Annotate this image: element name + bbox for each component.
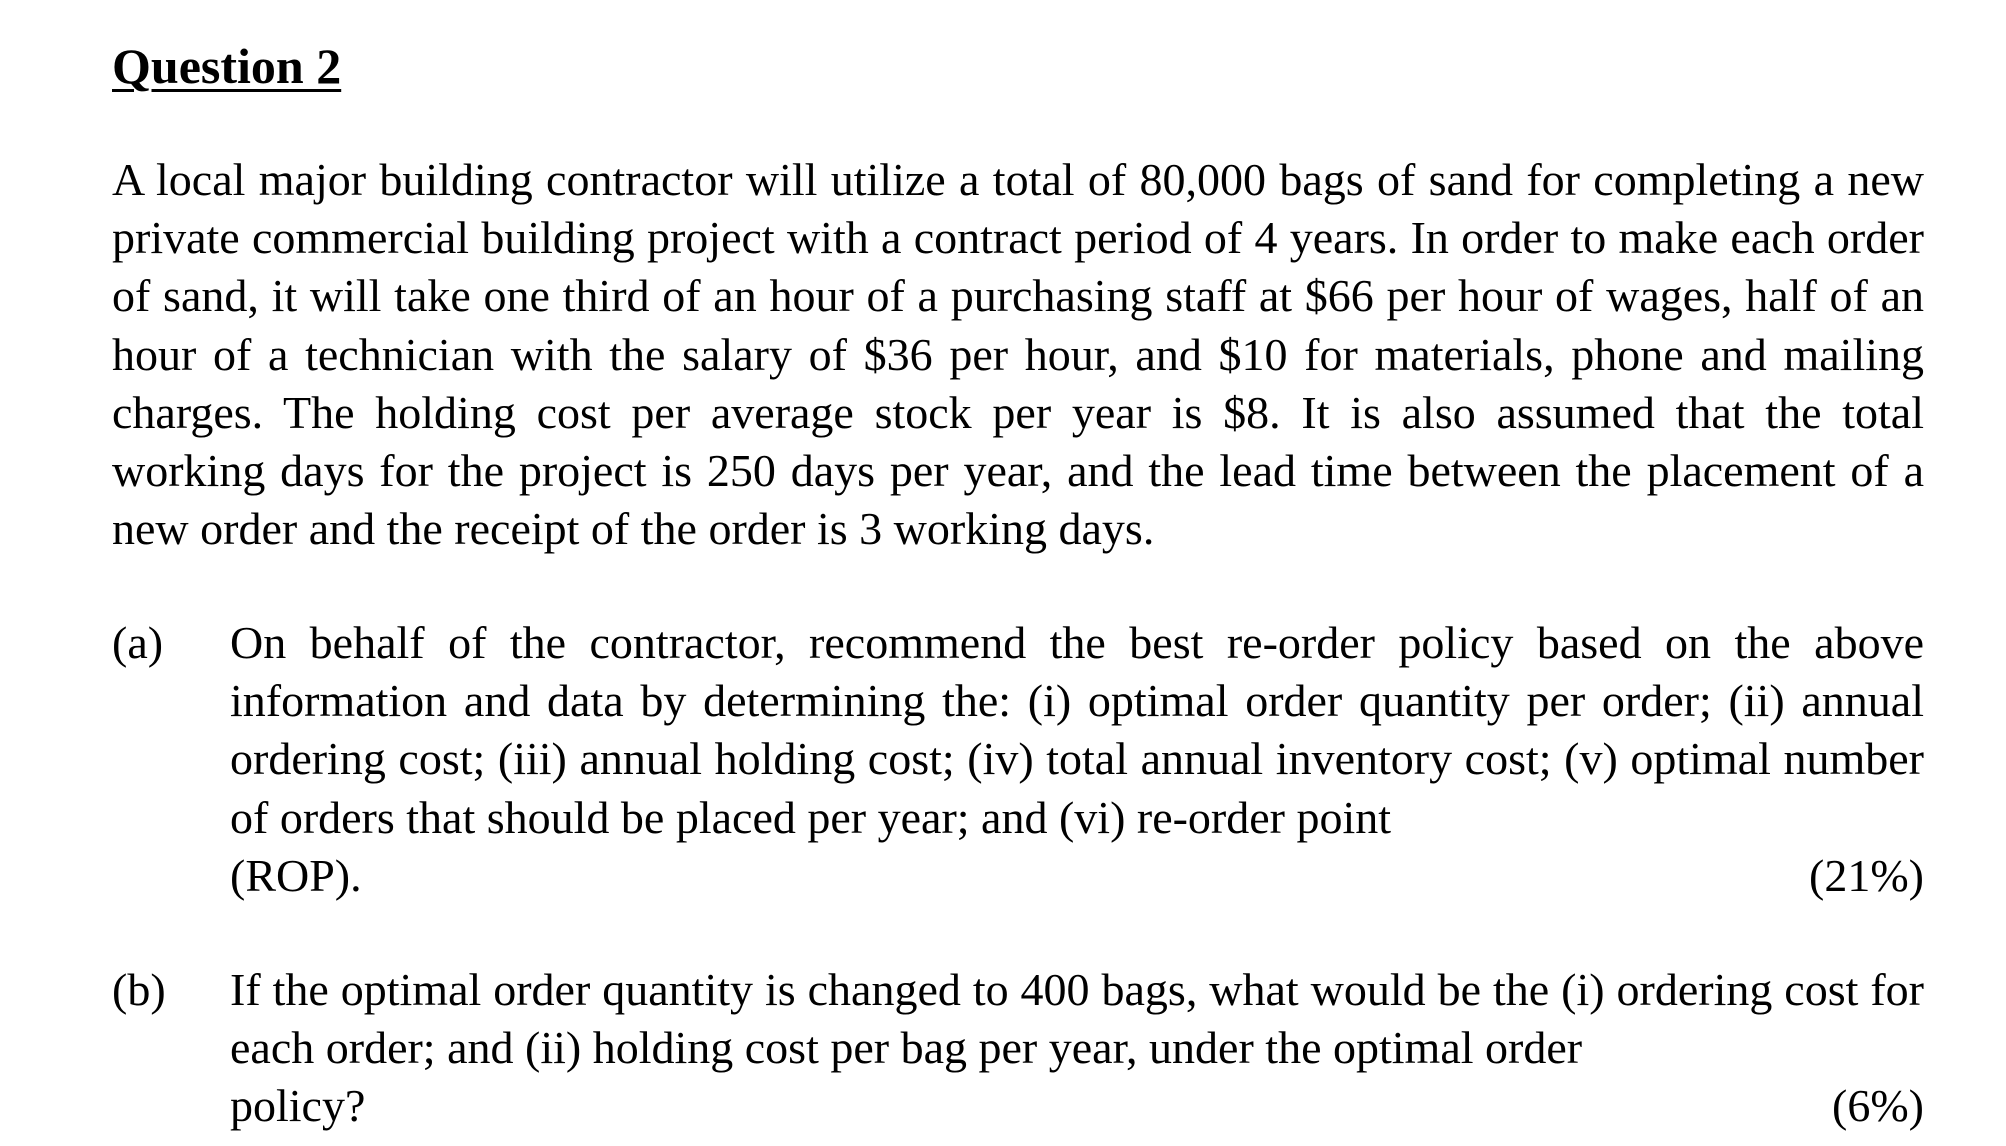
question-intro-paragraph: A local major building contractor will utilize a total of 80,000 bags of sand for completing a new private commercial building project with a contract period of 4 years. In order to make each order of sand, it will take one third of an hour of a purchasing staff at $66 per hour of wages, half of an hour of a technician with the salary of $36 per hour, and $10 for materials, phone and mailing charges. The holding cost per average stock per year is $8. It is also assumed that the total working days for the project is 250 days per year, and the lead time between the placement of a new order and the receipt of the order is 3 working days.	[112, 154, 1924, 555]
part-a-last-line: (ROP).	[230, 849, 362, 901]
part-b-final-line	[230, 1077, 1924, 1135]
part-b-text: If the optimal order quantity is changed to 400 bags, what would be the (i) ordering cost for each order; and (ii) holding cost per bag per year, under the optimal order	[230, 964, 1924, 1074]
part-a-text: On behalf of the contractor, recommend the best re-order policy based on the above information and data by determining the: (i) optimal order quantity per order; (ii) annual ordering cost; (iii) annual holding cost; (iv) total annual inventory cost; (v) optimal number of orders that should be placed per year; and (vi) re-order point	[230, 617, 1924, 843]
question-heading: Question 2	[112, 38, 342, 94]
part-b-marks: (6%)	[1832, 1080, 1924, 1132]
part-b-body	[230, 961, 1924, 1136]
part-a-final-line	[230, 847, 1924, 905]
part-a-body	[230, 614, 1924, 905]
part-a-marks: (21%)	[1809, 849, 1924, 901]
part-a-label: (a)	[112, 617, 164, 668]
part-b-last-line: policy?	[230, 1080, 366, 1132]
part-b-label: (b)	[112, 964, 166, 1015]
